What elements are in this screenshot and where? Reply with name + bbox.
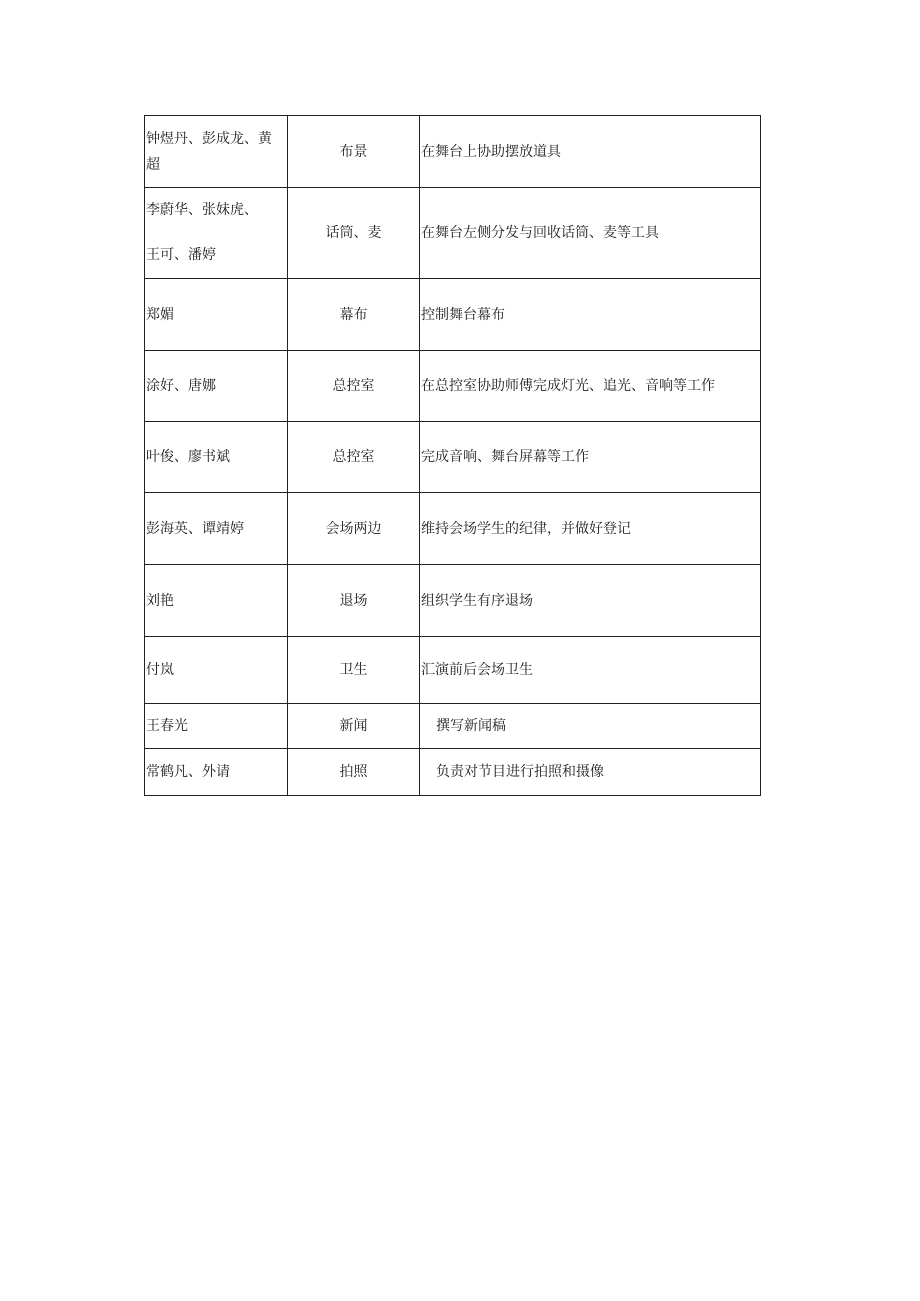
task-text: 话筒、麦 <box>325 225 382 241</box>
names-cell <box>145 351 288 422</box>
table-row <box>145 493 761 565</box>
names-text: 彭海英、谭靖婷 <box>146 520 244 537</box>
names-text: 叶俊、廖书斌 <box>146 449 230 465</box>
task-text: 总控室 <box>332 378 375 394</box>
description-cell <box>420 422 761 493</box>
task-cell <box>288 749 420 796</box>
names-text: 钟煜丹、彭成龙、黄超 <box>146 130 272 173</box>
description-text: 汇演前后会场卫生 <box>421 662 533 678</box>
names-cell <box>145 188 288 279</box>
description-text: 组织学生有序退场 <box>421 592 533 609</box>
description-cell <box>420 351 761 422</box>
description-text: 在舞台左侧分发与回收话筒、麦等工具 <box>421 225 659 241</box>
task-cell <box>288 565 420 637</box>
task-cell <box>288 351 420 422</box>
table-row <box>145 422 761 493</box>
description-cell <box>420 279 761 351</box>
task-cell <box>288 704 420 749</box>
table-row <box>145 704 761 749</box>
description-text: 在舞台上协助摆放道具 <box>421 143 561 160</box>
task-text: 布景 <box>339 143 368 160</box>
table-row <box>145 188 761 279</box>
description-text: 在总控室协助师傅完成灯光、追光、音响等工作 <box>421 378 715 394</box>
staff-duty-table <box>144 115 761 796</box>
table-row <box>145 351 761 422</box>
task-text: 总控室 <box>332 449 375 465</box>
task-cell <box>288 116 420 188</box>
task-cell <box>288 637 420 704</box>
names-text: 李蔚华、张妹虎、 王可、潘婷 <box>146 202 258 263</box>
names-text: 刘艳 <box>146 592 174 609</box>
names-text: 常鹤凡、外请 <box>146 764 230 780</box>
description-text: 负责对节目进行拍照和摄像 <box>436 764 604 780</box>
description-cell <box>420 637 761 704</box>
description-cell <box>420 749 761 796</box>
names-cell <box>145 493 288 565</box>
names-cell <box>145 565 288 637</box>
description-cell <box>420 704 761 749</box>
description-cell <box>420 116 761 188</box>
task-cell <box>288 188 420 279</box>
names-cell <box>145 422 288 493</box>
description-text: 完成音响、舞台屏幕等工作 <box>421 449 589 465</box>
names-cell <box>145 637 288 704</box>
task-text: 新闻 <box>339 718 368 734</box>
table-row <box>145 279 761 351</box>
description-text: 撰写新闻稿 <box>436 718 506 734</box>
description-cell <box>420 565 761 637</box>
table-row <box>145 116 761 188</box>
names-text: 郑媚 <box>146 306 174 323</box>
names-text: 涂好、唐娜 <box>146 378 216 394</box>
task-cell <box>288 279 420 351</box>
task-cell <box>288 422 420 493</box>
table-row <box>145 749 761 796</box>
table-row <box>145 565 761 637</box>
names-cell <box>145 749 288 796</box>
names-cell <box>145 116 288 188</box>
names-cell <box>145 279 288 351</box>
task-cell <box>288 493 420 565</box>
description-text: 控制舞台幕布 <box>421 306 505 323</box>
names-text: 王春光 <box>146 718 188 734</box>
names-cell <box>145 704 288 749</box>
task-text: 退场 <box>339 592 368 609</box>
table-row <box>145 637 761 704</box>
task-text: 卫生 <box>339 662 368 678</box>
description-text: 维持会场学生的纪律，并做好登记 <box>421 520 631 537</box>
names-text: 付岚 <box>146 662 174 678</box>
description-cell <box>420 188 761 279</box>
task-text: 会场两边 <box>325 520 382 537</box>
description-cell <box>420 493 761 565</box>
task-text: 幕布 <box>339 306 368 323</box>
task-text: 拍照 <box>339 764 368 780</box>
